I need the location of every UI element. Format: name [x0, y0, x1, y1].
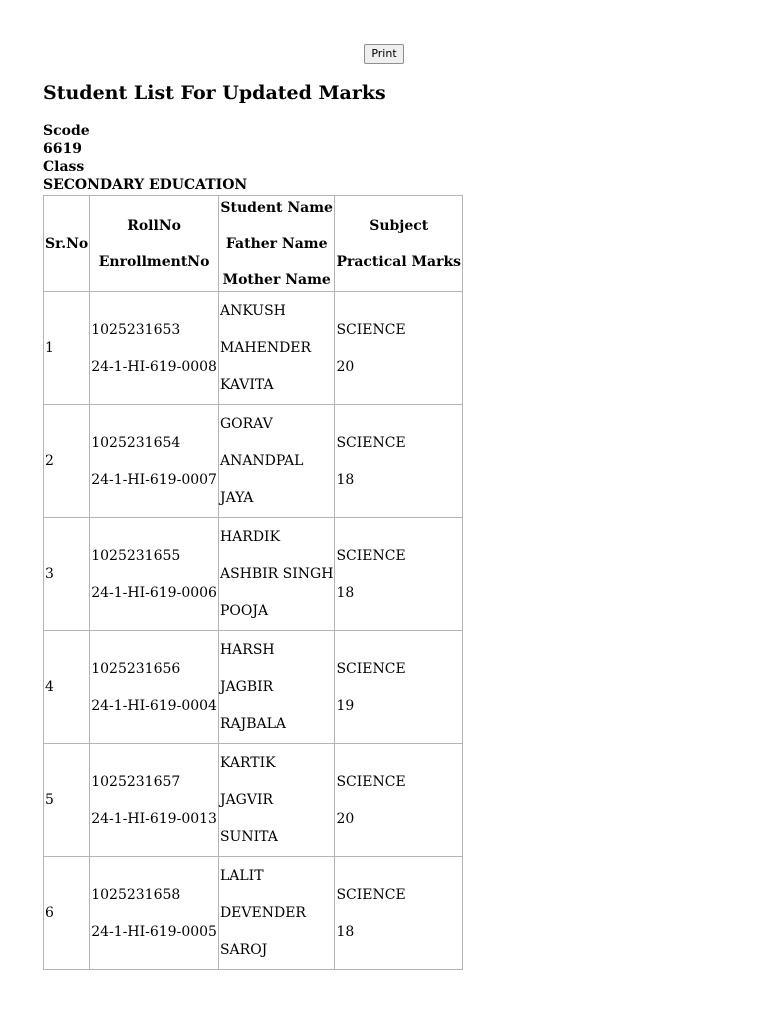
- roll-no: 1025231657: [91, 773, 181, 790]
- student-name: HARDIK: [219, 529, 281, 545]
- father-name: ANANDPAL: [219, 453, 304, 469]
- practical-marks: 18: [336, 471, 355, 488]
- header-names: [218, 196, 334, 292]
- subject: SCIENCE: [336, 547, 406, 564]
- father-name: JAGVIR: [219, 792, 274, 808]
- header-enrollmentno-label: EnrollmentNo: [98, 253, 210, 270]
- header-roll-enrollment: [90, 196, 219, 292]
- roll-no: 1025231655: [91, 547, 181, 564]
- scode-label: Scode: [43, 123, 90, 139]
- roll-no: 1025231653: [91, 321, 181, 338]
- table-row: [44, 631, 463, 744]
- cell-subject-marks: [335, 857, 463, 970]
- mother-name: SAROJ: [219, 942, 268, 958]
- sr-no: 4: [45, 679, 54, 695]
- cell-subject-marks: [335, 631, 463, 744]
- roll-no: 1025231654: [91, 434, 181, 451]
- cell-sr-no: [44, 518, 90, 631]
- sr-no: 5: [45, 792, 54, 808]
- practical-marks: 19: [336, 697, 355, 714]
- sr-no: 2: [45, 453, 54, 469]
- mother-name: SUNITA: [219, 829, 278, 845]
- table-row: [44, 744, 463, 857]
- table-row: [44, 518, 463, 631]
- subject: SCIENCE: [336, 434, 406, 451]
- class-value: SECONDARY EDUCATION: [43, 177, 248, 193]
- cell-subject-marks: [335, 518, 463, 631]
- page-title: Student List For Updated Marks: [43, 82, 386, 104]
- header-sr-no-label: Sr.No: [45, 235, 89, 252]
- student-name: GORAV: [219, 416, 273, 432]
- header-practical-marks-label: Practical Marks: [336, 253, 462, 270]
- header-student-name-label: Student Name: [220, 199, 333, 216]
- mother-name: RAJBALA: [219, 716, 287, 732]
- father-name: MAHENDER: [219, 340, 312, 356]
- print-button[interactable]: Print: [364, 44, 404, 64]
- cell-names: [218, 744, 334, 857]
- practical-marks: 18: [336, 584, 355, 601]
- student-name: LALIT: [219, 868, 264, 884]
- father-name: JAGBIR: [219, 679, 274, 695]
- table-row: [44, 292, 463, 405]
- enrollment-no: 24-1-HI-619-0005: [91, 923, 217, 940]
- school-info: [43, 122, 247, 194]
- cell-subject-marks: [335, 405, 463, 518]
- cell-names: [218, 405, 334, 518]
- cell-roll-enrollment: [90, 518, 219, 631]
- enrollment-no: 24-1-HI-619-0008: [91, 358, 217, 375]
- mother-name: KAVITA: [219, 377, 274, 393]
- header-father-name-label: Father Name: [225, 235, 328, 252]
- mother-name: POOJA: [219, 603, 269, 619]
- enrollment-no: 24-1-HI-619-0004: [91, 697, 217, 714]
- cell-subject-marks: [335, 292, 463, 405]
- header-sr-no: [44, 196, 90, 292]
- roll-no: 1025231658: [91, 886, 181, 903]
- student-name: ANKUSH: [219, 303, 286, 319]
- student-name: KARTIK: [219, 755, 276, 771]
- table-body: [44, 292, 463, 970]
- table-header-row: [44, 196, 463, 292]
- scode-value: 6619: [43, 141, 82, 157]
- header-rollno-label: RollNo: [127, 217, 181, 234]
- father-name: ASHBIR SINGH: [219, 566, 334, 582]
- roll-no: 1025231656: [91, 660, 181, 677]
- enrollment-no: 24-1-HI-619-0006: [91, 584, 217, 601]
- subject: SCIENCE: [336, 773, 406, 790]
- father-name: DEVENDER: [219, 905, 306, 921]
- enrollment-no: 24-1-HI-619-0013: [91, 810, 217, 827]
- subject: SCIENCE: [336, 886, 406, 903]
- student-marks-table: [43, 195, 463, 970]
- practical-marks: 20: [336, 358, 355, 375]
- cell-sr-no: [44, 857, 90, 970]
- header-mother-name-label: Mother Name: [222, 271, 331, 288]
- subject: SCIENCE: [336, 660, 406, 677]
- table-row: [44, 857, 463, 970]
- sr-no: 3: [45, 566, 54, 582]
- enrollment-no: 24-1-HI-619-0007: [91, 471, 217, 488]
- cell-names: [218, 631, 334, 744]
- cell-subject-marks: [335, 744, 463, 857]
- table-row: [44, 405, 463, 518]
- cell-roll-enrollment: [90, 744, 219, 857]
- cell-sr-no: [44, 744, 90, 857]
- subject: SCIENCE: [336, 321, 406, 338]
- sr-no: 1: [45, 340, 54, 356]
- cell-sr-no: [44, 405, 90, 518]
- practical-marks: 18: [336, 923, 355, 940]
- cell-roll-enrollment: [90, 292, 219, 405]
- cell-roll-enrollment: [90, 857, 219, 970]
- practical-marks: 20: [336, 810, 355, 827]
- class-label: Class: [43, 159, 85, 175]
- student-name: HARSH: [219, 642, 275, 658]
- cell-roll-enrollment: [90, 405, 219, 518]
- sr-no: 6: [45, 905, 54, 921]
- cell-sr-no: [44, 631, 90, 744]
- mother-name: JAYA: [219, 490, 254, 506]
- cell-names: [218, 857, 334, 970]
- cell-roll-enrollment: [90, 631, 219, 744]
- cell-sr-no: [44, 292, 90, 405]
- header-subject-label: Subject: [369, 217, 429, 234]
- cell-names: [218, 292, 334, 405]
- header-subject-marks: [335, 196, 463, 292]
- cell-names: [218, 518, 334, 631]
